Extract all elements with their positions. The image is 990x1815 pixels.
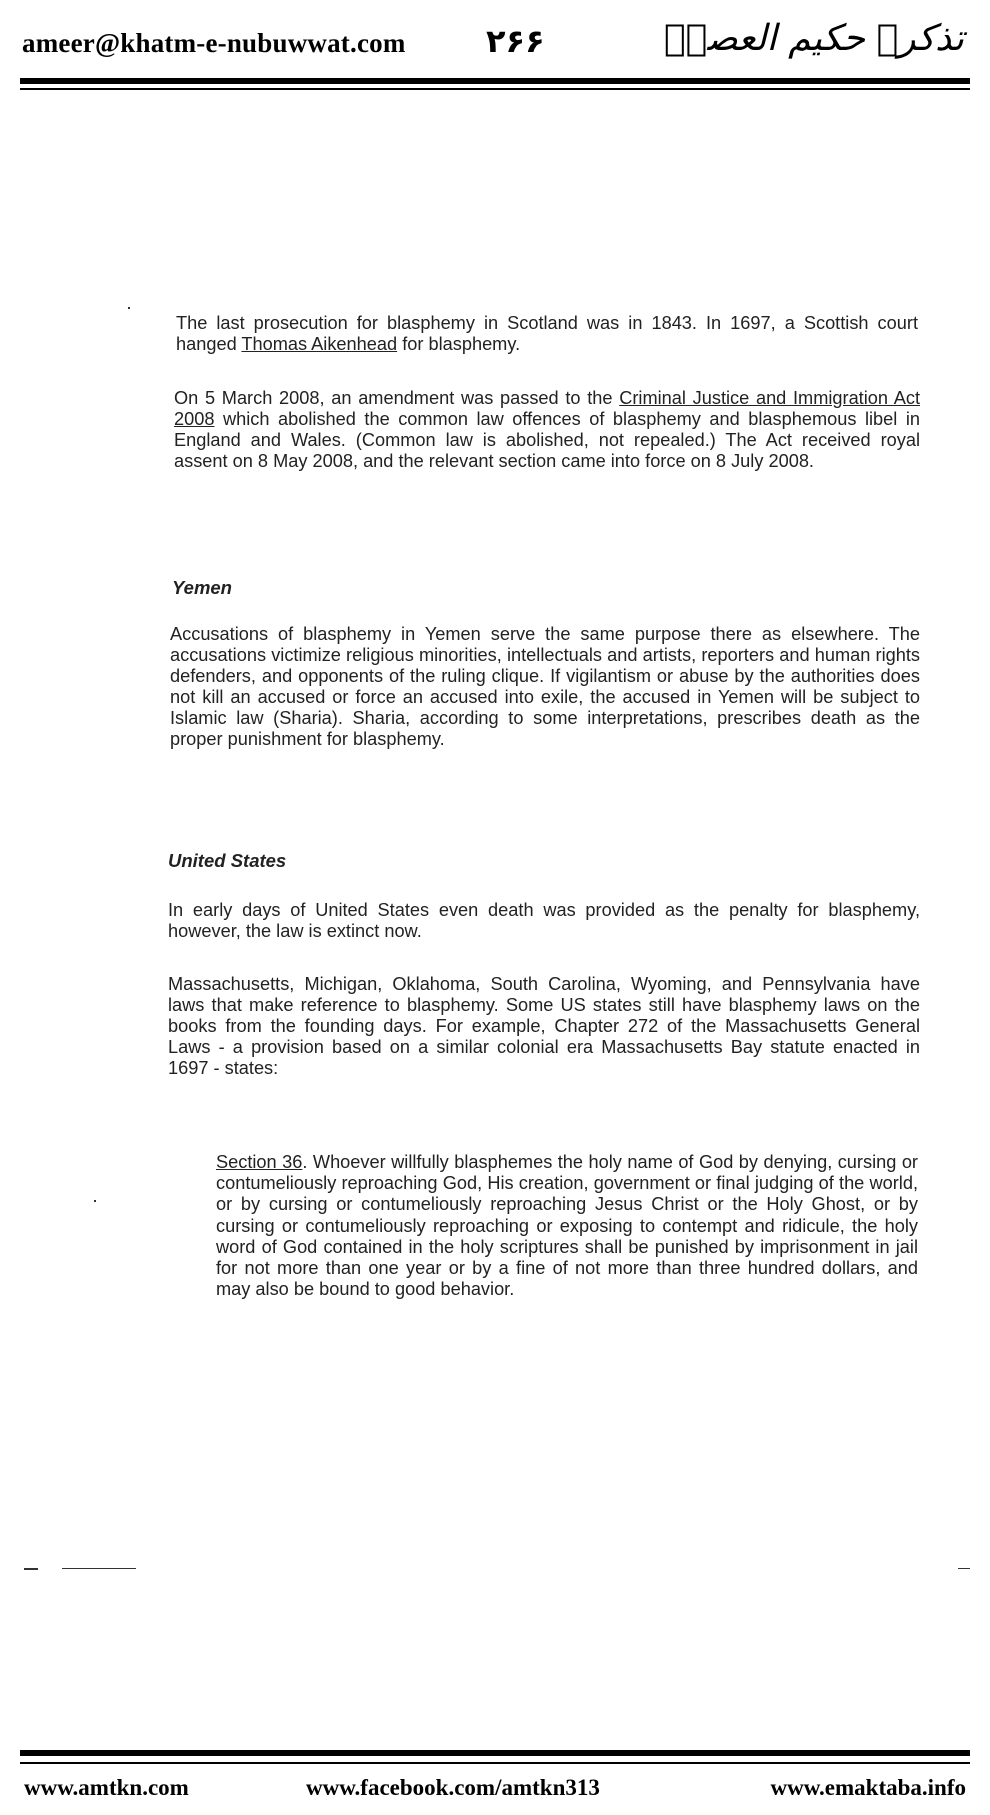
- section-36-link[interactable]: Section 36: [216, 1152, 303, 1172]
- england-text-a: On 5 March 2008, an amendment was passed to the: [174, 388, 620, 408]
- page-header: [20, 18, 970, 76]
- us-2-text: Massachusetts, Michigan, Oklahoma, South Carolina, Wyoming, and Pennsylvania have laws that make reference to blasphemy. Some US states still have blasphemy laws on the books from the founding days. For example, Chapter 272 of the Massachusetts General Laws - a provision based on a similar colonial era Massachusetts Bay statute enacted in 1697 - states:: [168, 974, 920, 1078]
- header-rule-thick: [20, 78, 970, 84]
- footer-rule-thick: [20, 1750, 970, 1756]
- scotland-text-a: The last prosecution for blasphemy in Scotland was in 1843. In 1697, a Scottish court hanged: [176, 313, 918, 354]
- scan-dot: [128, 307, 130, 309]
- paragraph-scotland: [176, 313, 918, 355]
- paragraph-us-2: [168, 974, 920, 1079]
- page-footer: [20, 1775, 970, 1811]
- paragraph-england: [174, 388, 920, 472]
- heading-united-states: United States: [168, 850, 287, 871]
- scan-dash-left: [24, 1568, 38, 1570]
- heading-yemen: Yemen: [172, 577, 232, 598]
- footer-link-facebook[interactable]: www.facebook.com/amtkn313: [306, 1775, 600, 1800]
- thomas-aikenhead-link[interactable]: Thomas Aikenhead: [241, 334, 398, 354]
- us-1-text: In early days of United States even death was provided as the penalty for blasphemy, however, the law is extinct now.: [168, 900, 920, 941]
- header-rule-thin: [20, 88, 970, 90]
- quote-section-36: [216, 1152, 918, 1300]
- scan-dot-2: [94, 1200, 96, 1202]
- footer-link-amtkn[interactable]: www.amtkn.com: [24, 1775, 189, 1800]
- england-text-b: which abolished the common law offences of blasphemy and blasphemous libel in England and Wales. (Common law is abolished, not repealed.) The Act received royal assent on 8 May 2008, and the relevant section came into force on 8 July 2008.: [174, 409, 920, 471]
- yemen-text: Accusations of blasphemy in Yemen serve the same purpose there as elsewhere. The accusations victimize religious minorities, intellectuals and artists, reporters and human rights defenders, and opponents of the ruling clique. If vigilantism or abuse by the authorities does not kill an accused or force an accused into exile, the accused in Yemen will be subject to Islamic law (Sharia). Sharia, according to some interpretations, prescribes death as the proper punishment for blasphemy.: [170, 624, 920, 749]
- scotland-text-b: for blasphemy.: [397, 334, 521, 354]
- quote-text: . Whoever willfully blasphemes the holy name of God by denying, cursing or contumeliously reproaching God, His creation, government or final judging of the world, or by cursing or contumeliously reproaching Jesus Christ or the Holy Ghost, or by cursing or contumeliously reproaching or exposing to contempt and ridicule, the holy word of God contained in the holy scriptures shall be punished by imprisonment in jail for not more than one year or by a fine of not more than three hundred dollars, and may also be bound to good behavior.: [216, 1152, 918, 1300]
- scan-line-left: [62, 1568, 136, 1569]
- footer-link-emaktaba[interactable]: www.emaktaba.info: [770, 1775, 966, 1800]
- footer-rule-thin: [20, 1762, 970, 1764]
- paragraph-us-1: [168, 900, 920, 942]
- header-email: ameer@khatm-e-nubuwwat.com: [22, 28, 406, 58]
- page-number: ۲۶۶: [486, 22, 545, 60]
- scan-dash-right: [958, 1568, 970, 1569]
- paragraph-yemen: [170, 624, 920, 750]
- book-title: تذکرہ حکیم العصرؒ: [663, 18, 964, 59]
- criminal-justice-act-link[interactable]: Criminal Justice and Immigration Act 2008: [174, 388, 920, 429]
